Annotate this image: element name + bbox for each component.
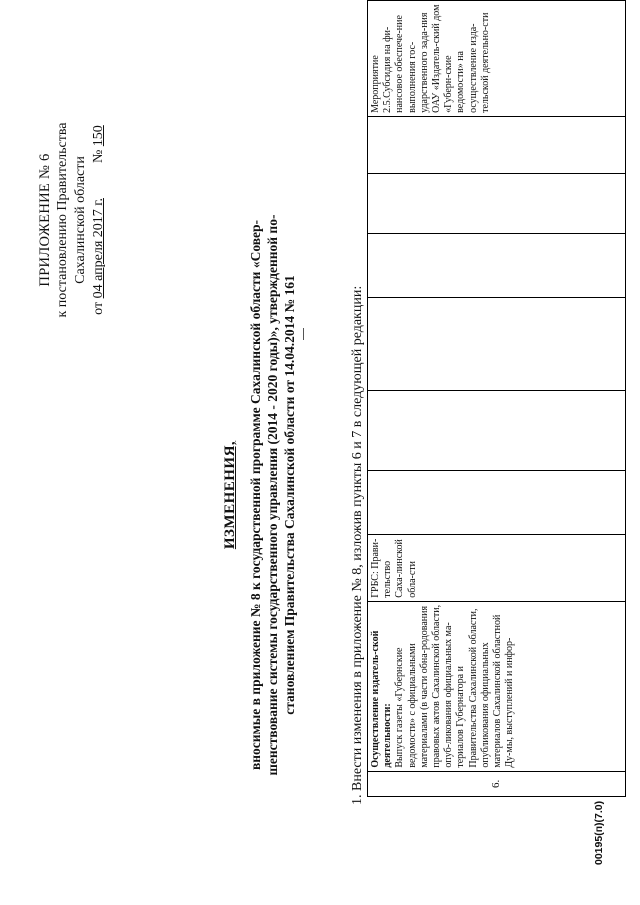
heading-title: ИЗМЕНЕНИЯ, <box>222 440 238 550</box>
appendix-order-row <box>90 55 108 385</box>
date-prefix: от <box>91 301 106 315</box>
decree-number: 150 <box>91 125 106 147</box>
measure-cell: Мероприятие 2.5.Субсидия на фи-нансовое обеспече-ние выполнения гос-ударственного зада-ния ОАУ «Издатель-ский дом «Губерн-ские ведомости» на осуществление изда-тельской деятельно-сти <box>368 1 626 117</box>
action-cell <box>368 601 626 771</box>
appendix-title: ПРИЛОЖЕНИЕ № 6 <box>37 153 53 287</box>
table-row <box>368 1 626 797</box>
table-cell <box>368 297 626 390</box>
grbs-cell: ГРБС: Прави-тельство Саха-линской обла-сти <box>368 534 626 601</box>
intro-paragraph: 1. Внести изменения в приложение № 8, изложив пункты 6 и 7 в следующей редакции: <box>350 285 365 805</box>
table-cell <box>368 173 626 233</box>
page-mark <box>303 328 304 340</box>
action-body: Выпуск газеты «Губернские ведомости» с официальными материалами (в части обна-родования правовых актов Сахалинской области, опуб-ликования официальных ма-териалов Губернатора и Правительства Сахалинской области, опубликования официальных материалов Сахалинской областной Ду-мы, выступлений и инфор- <box>394 604 516 768</box>
heading-line-3: становлением Правительства Сахалинской области от 14.04.2014 № 161 <box>282 275 297 715</box>
number-prefix: № <box>91 149 106 164</box>
action-lead: Осуществление издатель-ской деятельности: <box>370 630 394 768</box>
table-cell <box>368 234 626 298</box>
table-cell <box>368 116 626 173</box>
decree-date: 04 апреля 2017 г. <box>91 198 106 299</box>
appendix-region-line: Сахалинской области <box>73 156 88 284</box>
document-heading <box>222 175 298 815</box>
appendix-block <box>36 55 108 385</box>
footer-code: 00195(п)(7.0) <box>593 800 605 865</box>
row-number: 6. <box>368 771 626 796</box>
changes-table <box>367 0 626 797</box>
heading-line-2: шенствование системы государственного управления (2014 - 2020 годы)», утвержденной по- <box>265 214 280 776</box>
table-cell <box>368 390 626 470</box>
heading-line-1: вносимые в приложение № 8 к государственной программе Сахалинской области «Совер- <box>248 219 263 771</box>
appendix-decree-line: к постановлению Правительства <box>55 122 70 318</box>
table-cell <box>368 470 626 534</box>
